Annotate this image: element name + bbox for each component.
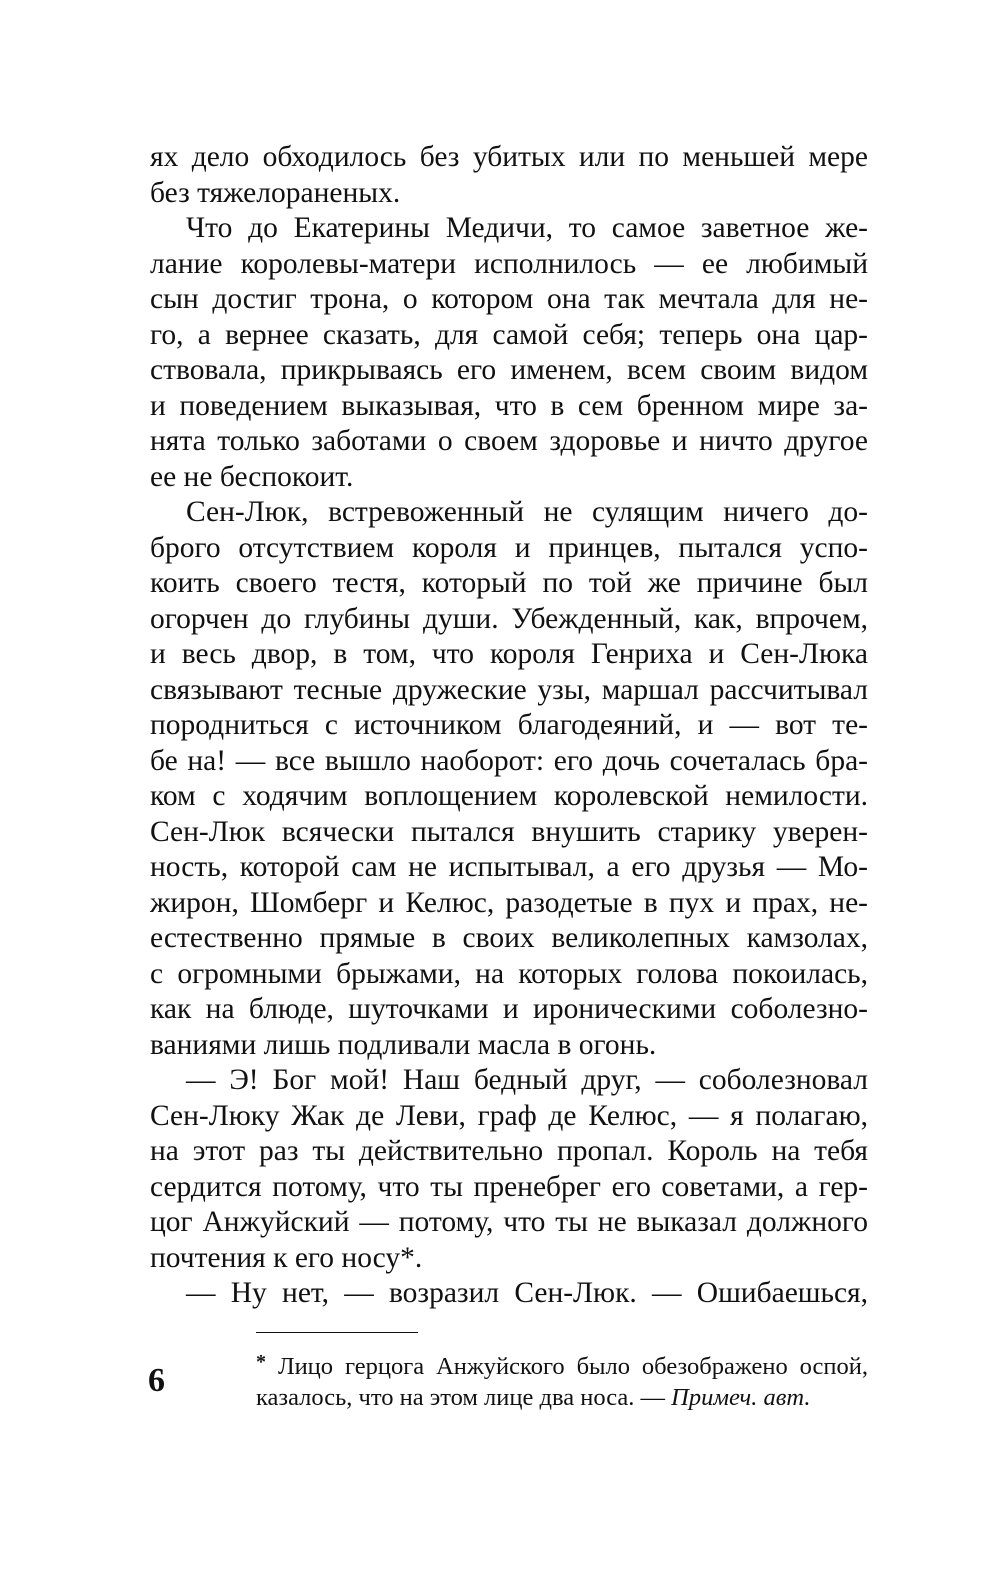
text-line: нята только заботами о своем здоровье и ничто другое: [150, 425, 868, 457]
footnote-line-1: [256, 1344, 868, 1380]
text-line: и весь двор, в том, что короля Генриха и Сен-Люка: [150, 638, 868, 670]
footnote-marker: *: [256, 1351, 266, 1373]
text-line: коить своего тестя, который по той же причине был: [150, 567, 868, 599]
text-line: как на блюде, шуточками и ироническими соболезно-: [150, 993, 868, 1025]
footnote-attribution: Примеч. авт.: [671, 1384, 811, 1411]
text-line: — Ну нет, — возразил Сен-Люк. — Ошибаешься,: [186, 1277, 868, 1309]
text-line: бе на! — все вышло наоборот: его дочь сочеталась бра-: [150, 744, 868, 777]
text-line: ее не беспокоит.: [150, 460, 354, 493]
text-line: ком с ходячим воплощением королевской немилости.: [150, 780, 868, 812]
text-line: породниться с источником благодеяний, и — вот те-: [150, 709, 868, 741]
footnote-text: Лицо герцога Анжуйского было обезображено оспой,: [277, 1353, 868, 1380]
text-line: на этот раз ты действительно пропал. Король на тебя: [150, 1135, 868, 1167]
text-line: огорчен до глубины души. Убежденный, как, впрочем,: [150, 602, 868, 635]
footnote-text: казалось, что на этом лице два носа. —: [256, 1384, 672, 1411]
text-line: сердится потому, что ты пренебрег его советами, а гер-: [150, 1170, 868, 1203]
footnote-line-2: [256, 1380, 868, 1416]
text-line: ях дело обходилось без убитых или по меньшей мере: [150, 141, 868, 173]
text-line: сын достиг трона, о котором она так мечтала для не-: [150, 283, 868, 315]
text-line: цог Анжуйский — потому, что ты не выказал должного: [150, 1206, 868, 1238]
text-line: почтения к его носу*.: [150, 1241, 423, 1274]
text-line: Сен-Люк, встревоженный не сулящим ничего до-: [186, 496, 868, 528]
page-number: 6: [148, 1362, 165, 1399]
text-line: без тяжелораненых.: [150, 176, 401, 209]
text-line: Сен-Люку Жак де Леви, граф де Келюс, — я полагаю,: [150, 1099, 868, 1132]
text-line: с огромными брыжами, на которых голова покоилась,: [150, 957, 868, 990]
text-line: естественно прямые в своих великолепных камзолах,: [150, 922, 868, 954]
text-line: связывают тесные дружеские узы, маршал рассчитывал: [150, 673, 868, 706]
text-line: брого отсутствием короля и принцев, пытался успо-: [150, 531, 868, 564]
text-line: Что до Екатерины Медичи, то самое заветное же-: [186, 212, 868, 244]
footnote: [256, 1344, 868, 1416]
main-text: [150, 140, 868, 1312]
footnote-divider: [256, 1332, 418, 1333]
text-line: лание королевы-матери исполнилось — ее любимый: [150, 247, 868, 280]
text-line: ствовала, прикрываясь его именем, всем своим видом: [150, 354, 868, 386]
text-line: ваниями лишь подливали масла в огонь.: [150, 1028, 657, 1061]
text-line: ность, которой сам не испытывал, а его друзья — Мо-: [150, 851, 868, 883]
text-line: жирон, Шомберг и Келюс, разодетые в пух и прах, не-: [150, 886, 868, 919]
text-line: и поведением выказывая, что в сем бренном мире за-: [150, 389, 868, 422]
text-line: — Э! Бог мой! Наш бедный друг, — соболезновал: [186, 1064, 868, 1096]
text-line: го, а вернее сказать, для самой себя; теперь она цар-: [150, 318, 868, 351]
text-line: Сен-Люк всячески пытался внушить старику уверен-: [150, 815, 868, 848]
